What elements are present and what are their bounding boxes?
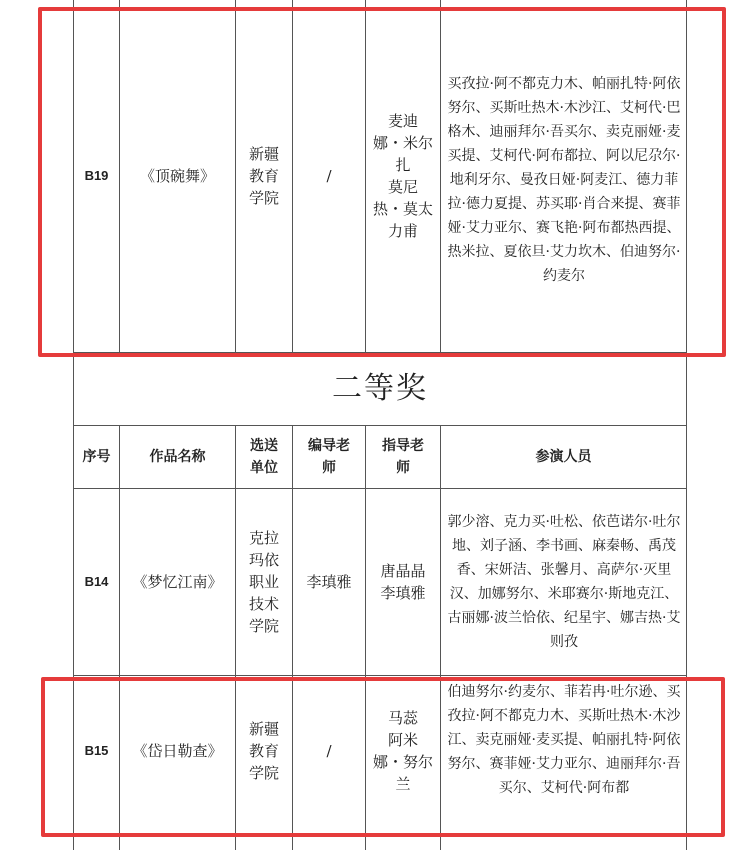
work-title: 《岱日勒查》	[132, 742, 223, 760]
row-seq: B15	[84, 743, 109, 758]
section-title: 二等奖	[332, 371, 428, 406]
instructor: 麦迪 娜・米尔 扎 莫尼 热・莫太 力甫	[372, 112, 433, 240]
performers: 买孜拉·阿不都克力木、帕丽扎特·阿依努尔、买斯吐热木·木沙江、艾柯代·巴格木、迪丽拜尔·吾买尔、卖克丽娅·麦买提、艾柯代·阿布都拉、阿以尼尕尔·地利牙尔、曼孜日娅·阿麦江、德力菲拉·德力夏提、苏买耶·肖合来提、赛菲娅·艾力亚尔、赛飞艳·阿布都热西提、热米拉、夏依旦·艾力坎木、伯迪努尔·约麦尔	[447, 76, 681, 284]
performers: 郭少溶、克力买·吐松、依芭诺尔·吐尔地、刘子涵、李书画、麻秦畅、禹茂香、宋妍洁、张馨月、高萨尔·灭里汉、加娜努尔、米耶赛尔·斯地克江、古丽娜·波兰恰依、纪星宇、娜吉热·艾则孜	[447, 514, 681, 650]
highlight-box	[41, 677, 725, 837]
submitting-unit: 新疆 教育 学院	[248, 720, 279, 782]
row-seq: B19	[84, 168, 109, 183]
row-seq: B14	[84, 574, 109, 589]
submitting-unit: 新疆 教育 学院	[248, 145, 279, 207]
header-work: 作品名称	[149, 449, 206, 465]
arranger: /	[326, 742, 332, 760]
arranger: 李瑱雅	[306, 573, 352, 591]
performers: 伯迪努尔·约麦尔、菲若冉·吐尔逊、买孜拉·阿不都克力木、买斯吐热木·木沙江、卖克丽娅·麦买提、帕丽扎特·阿依努尔、赛菲娅·艾力亚尔、迪丽拜尔·吾买尔、艾柯代·阿布都	[447, 684, 681, 796]
submitting-unit: 克拉 玛依 职业 技术 学院	[248, 529, 279, 635]
header-arranger: 编导老 师	[308, 438, 350, 476]
header-unit: 选送 单位	[250, 438, 278, 476]
header-seq: 序号	[82, 449, 111, 465]
instructor: 唐晶晶 李瑱雅	[380, 562, 426, 602]
header-instructor: 指导老 师	[382, 438, 424, 476]
instructor: 马蕊 阿米 娜・努尔 兰	[372, 709, 433, 793]
arranger: /	[326, 167, 332, 185]
work-title: 《梦忆江南》	[132, 573, 223, 591]
highlight-box	[38, 7, 726, 357]
header-performers: 参演人员	[535, 449, 592, 465]
work-title: 《顶碗舞》	[139, 167, 215, 185]
